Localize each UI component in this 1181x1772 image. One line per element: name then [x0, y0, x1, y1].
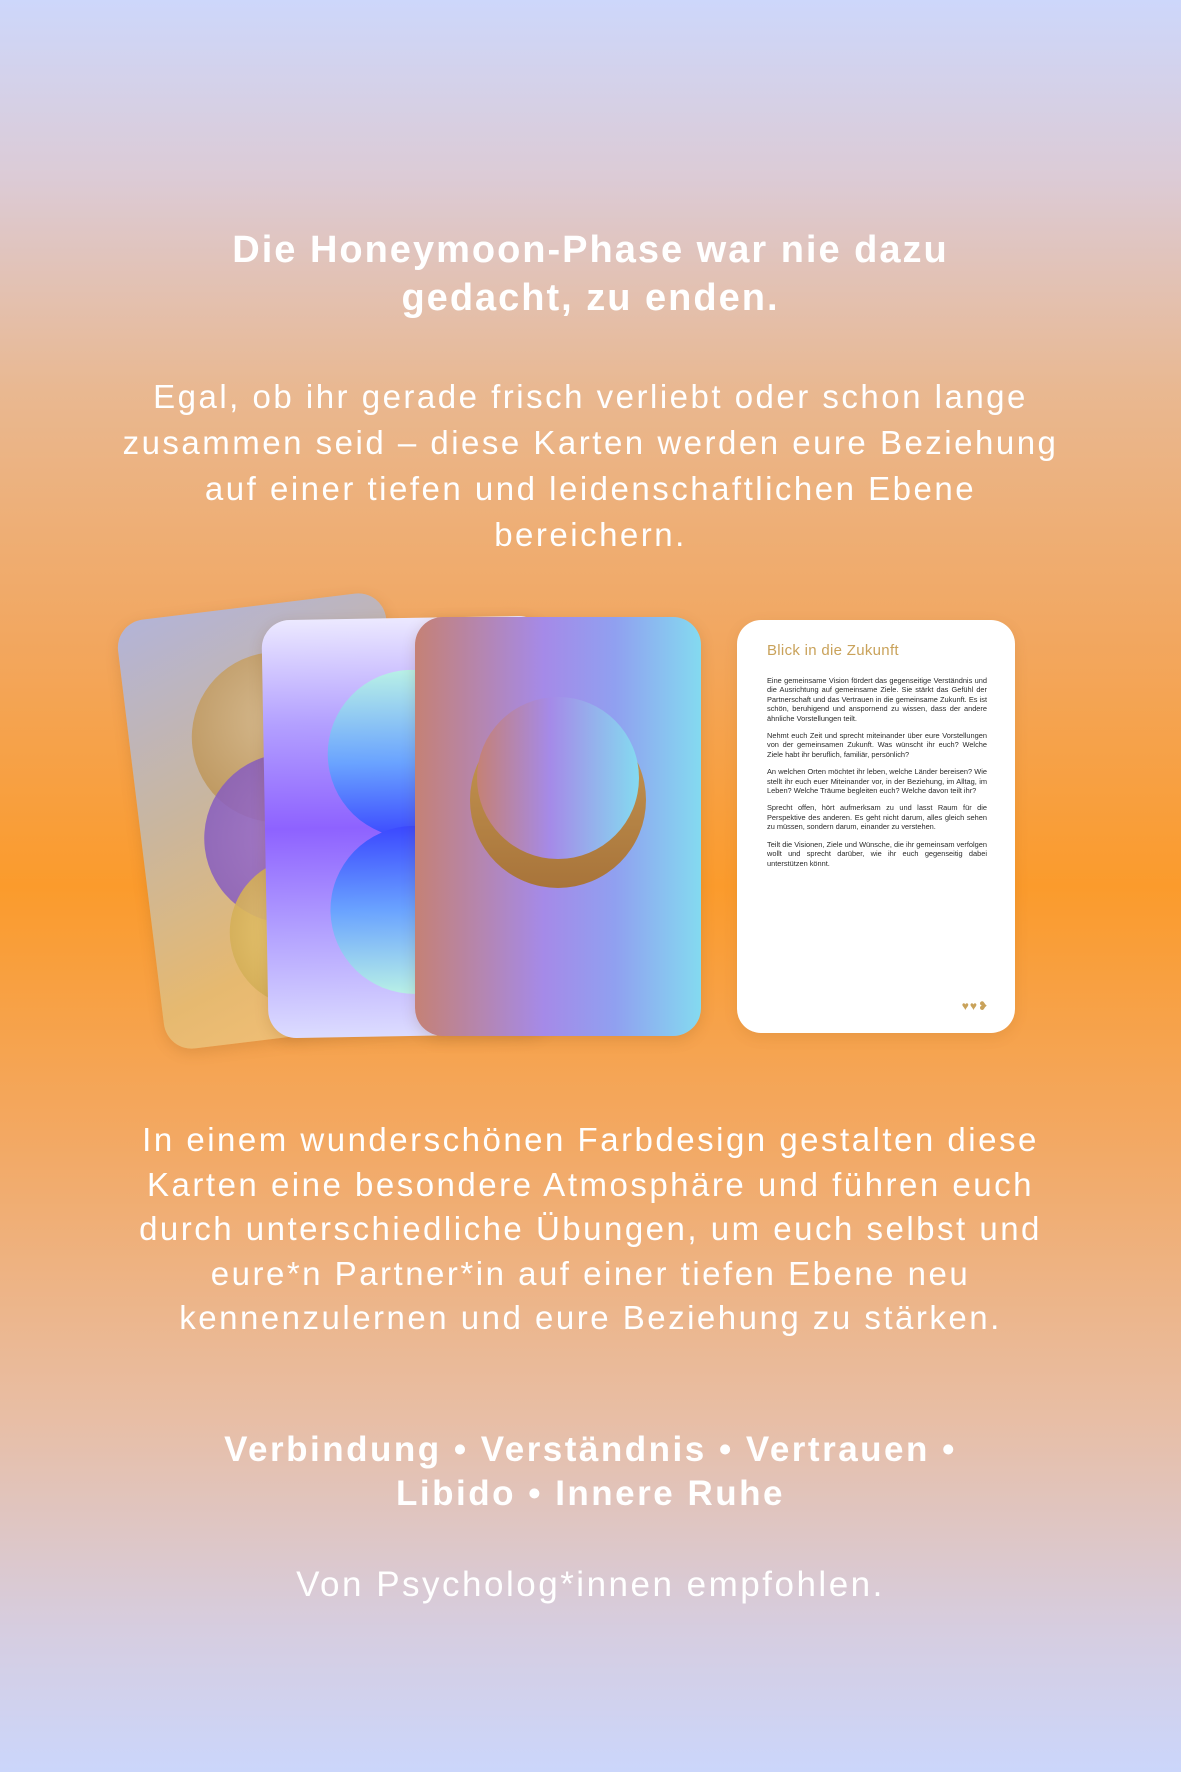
- sample-card: [737, 620, 1015, 1033]
- hearts-icon: ♥♥❥: [961, 999, 989, 1013]
- sample-card-title: Blick in die Zukunft: [767, 642, 899, 659]
- sample-card-paragraph: Nehmt euch Zeit und sprecht miteinander über eure Vorstellungen von der gemeinsamen Zukunft. Was wünscht ihr euch? Welche Ziele habt ihr beruflich, familiär, persönlich?: [767, 731, 987, 759]
- description-text: In einem wunderschönen Farbdesign gestalten diese Karten eine besondere Atmosphäre und führen euch durch unterschiedliche Übungen, um euch selbst und eure*n Partner*in auf einer tiefen Ebene neu kennenzulernen und eure Beziehung zu stärken.: [139, 1121, 1042, 1336]
- sample-card-paragraph: Eine gemeinsame Vision fördert das gegenseitige Verständnis und die Ausrichtung auf gemeinsame Ziele. Sie stärkt das Gefühl der Partnerschaft und das Vertrauen in die gemeinsame Zukunft. Es ist schön, beruhigend und anspornend zu wissen, dass der andere ähnliche Vorstellungen teilt.: [767, 676, 987, 723]
- endorsement-text: Von Psycholog*innen empfohlen.: [296, 1565, 885, 1604]
- headline: Die Honeymoon-Phase war nie dazu gedacht, zu enden.: [232, 229, 949, 319]
- values-line: Libido • Innere Ruhe: [396, 1474, 785, 1513]
- intro-text: Egal, ob ihr gerade frisch verliebt oder schon lange zusammen seid – diese Karten werden eure Beziehung auf einer tiefen und leidenschaftlichen Ebene bereichern.: [122, 378, 1059, 553]
- values-list: [140, 1428, 1041, 1516]
- sample-card-paragraph: Teilt die Visionen, Ziele und Wünsche, die ihr gemeinsam verfolgen wollt und sprecht darüber, wie ihr euch gegenseitig dabei unterstützen könnt.: [767, 839, 987, 868]
- card-circle: [477, 697, 639, 859]
- sample-card-paragraph: An welchen Orten möchtet ihr leben, welche Länder bereisen? Wie stellt ihr euch euer Miteinander vor, in der Beziehung, im Alltag, im Leben? Welche Träume begleiten euch? Welche davon teilt ihr?: [767, 767, 987, 796]
- sample-card-paragraph: Sprecht offen, hört aufmerksam zu und lasst Raum für die Perspektive des anderen. Es geht nicht darum, alles gleich sehen zu müssen, sondern darum, einander zu verstehen.: [767, 803, 987, 832]
- values-line: Verbindung • Verständnis • Vertrauen •: [224, 1430, 957, 1469]
- card-back-gradient: [415, 617, 701, 1036]
- sample-card-body: [767, 676, 987, 876]
